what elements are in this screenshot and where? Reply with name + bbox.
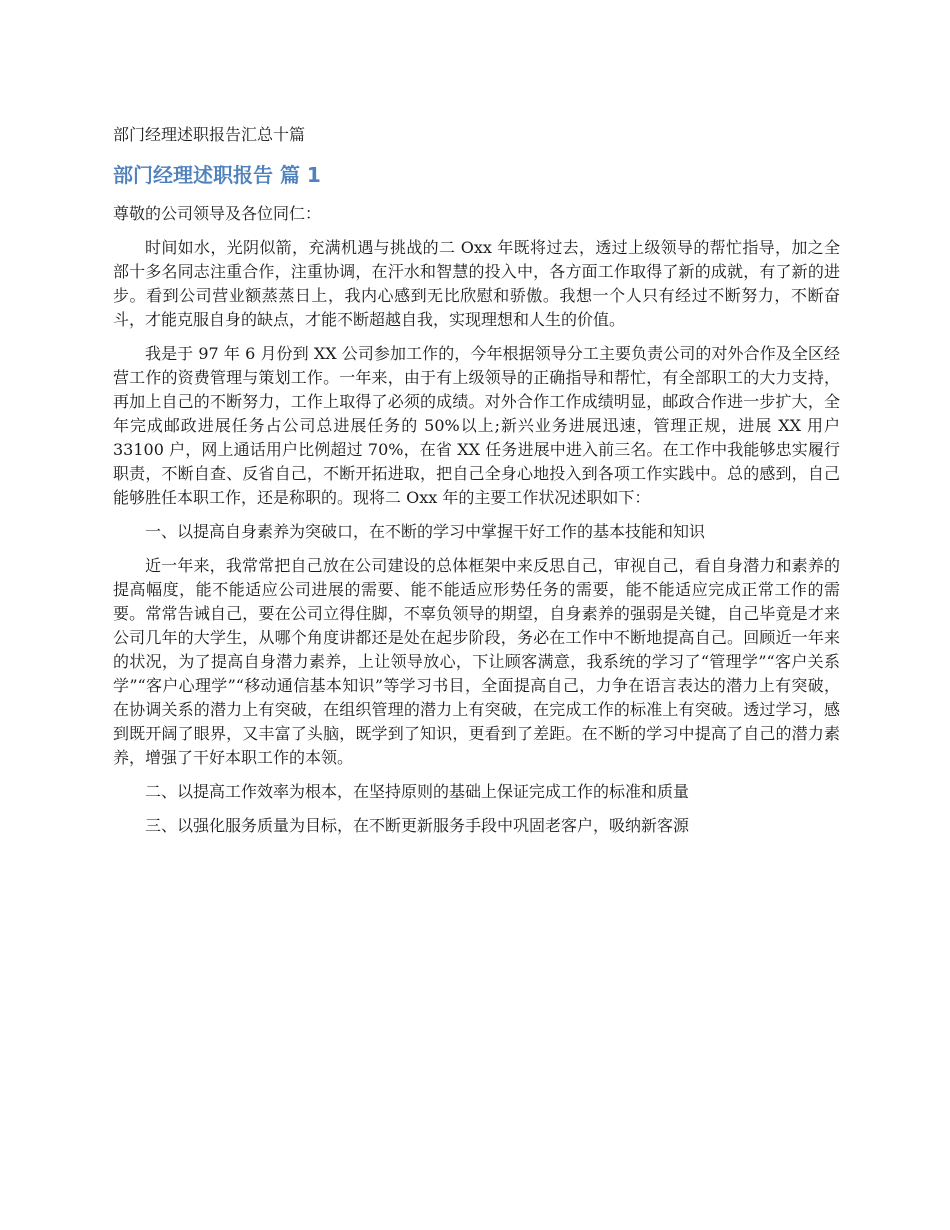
paragraph-point-one: 一、以提高自身素养为突破口，在不断的学习中掌握干好工作的基本技能和知识 xyxy=(145,522,706,541)
paragraph-point-two: 二、以提高工作效率为根本，在坚持原则的基础上保证完成工作的标准和质量 xyxy=(145,782,690,801)
paragraph-point-three: 三、以强化服务质量为目标，在不断更新服务手段中巩固老客户，吸纳新客源 xyxy=(145,816,690,835)
salutation: 尊敬的公司领导及各位同仁： xyxy=(113,204,322,223)
document-title: 部门经理述职报告汇总十篇 xyxy=(113,125,306,144)
paragraph-intro: 时间如水，光阴似箭，充满机遇与挑战的二 Oxx 年既将过去，透过上级领导的帮忙指导，加之全部十多名同志注重合作，注重协调，在汗水和智慧的投入中，各方面工作取得了新的成就，有了新的进步。看到公司营业额蒸蒸日上，我内心感到无比欣慰和骄傲。我想一个人只有经过不断努力，不断奋斗，才能克服自身的缺点，才能不断超越自我，实现理想和人生的价值。 xyxy=(113,238,840,329)
paragraph-background: 我是于 97 年 6 月份到 XX 公司参加工作的，今年根据领导分工主要负责公司的对外合作及全区经营工作的资费管理与策划工作。一年来，由于有上级领导的正确指导和帮忙，有全部职工的大力支持，再加上自己的不断努力，工作上取得了必须的成绩。对外合作工作成绩明显，邮政合作进一步扩大，全年完成邮政进展任务占公司总进展任务的 50%以上;新兴业务进展迅速，管理正规，进展 XX 用户 33100 户，网上通话用户比例超过 70%，在省 XX 任务进展中进入前三名。在工作中我能够忠实履行职责，不断自查、反省自己，不断开拓进取，把自己全身心地投入到各项工作实践中。总的感到，自己能够胜任本职工作，还是称职的。现将二 Oxx 年的主要工作状况述职如下： xyxy=(113,344,840,507)
section-heading: 部门经理述职报告 篇 1 xyxy=(113,163,321,187)
paragraph-learning: 近一年来，我常常把自己放在公司建设的总体框架中来反思自己，审视自己，看自身潜力和素养的提高幅度，能不能适应公司进展的需要、能不能适应形势任务的需要，能不能适应完成正常工作的需要。常常告诫自己，要在公司立得住脚，不辜负领导的期望，自身素养的强弱是关键，自己毕竟是才来公司几年的大学生，从哪个角度讲都还是处在起步阶段，务必在工作中不断地提高自己。回顾近一年来的状况，为了提高自身潜力素养，上让领导放心，下让顾客满意，我系统的学习了“管理学”“客户关系学”“客户心理学”“移动通信基本知识”等学习书目，全面提高自己，力争在语言表达的潜力上有突破，在协调关系的潜力上有突破，在组织管理的潜力上有突破，在完成工作的标准上有突破。透过学习，感到既开阔了眼界，又丰富了头脑，既学到了知识，更看到了差距。在不断的学习中提高了自己的潜力素养，增强了干好本职工作的本领。 xyxy=(113,556,840,767)
document-page xyxy=(113,122,840,838)
